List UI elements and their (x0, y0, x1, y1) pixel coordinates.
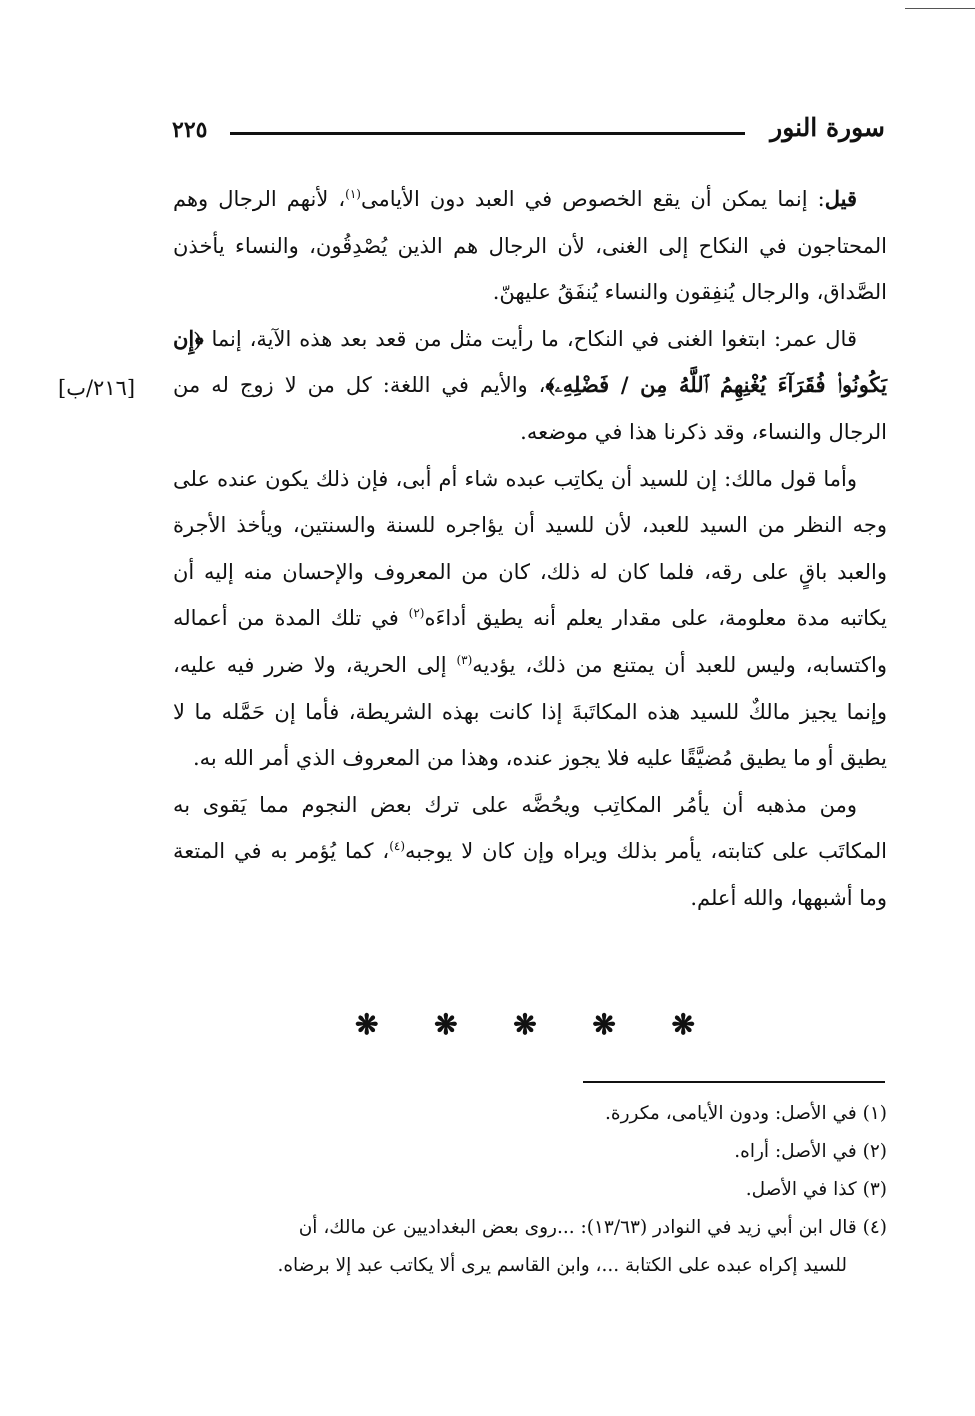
footnote-ref-2[interactable]: (٢) (408, 606, 425, 621)
footnote-ref-3[interactable]: (٣) (456, 652, 473, 667)
footnote-3: (٣) كذا في الأصل. (745, 1179, 887, 1200)
paragraph-text: : إنما يمكن أن يقع الخصوص في العبد دون الأيامى (360, 187, 825, 211)
paragraph-text: ومن مذهبه أن يأمُر المكاتِب ويحُضَّه على ترك بعض النجوم مما يَقوى به المكاتَب على كتابته، يأمر بذلك ويراه وإن كان لا يوجبه (173, 792, 888, 864)
paragraph-text: إلى الحرية، ولا ضرر فيه عليه، وإنما يجيز مالكٌ للسيد هذه المكاتَبةَ إذا كانت بهذه الشريطة، فأما إن حَمَّله ما لا يطيق أو ما يطيق مُضيَّقًا عليه فلا يجوز عنده، وهذا من المعروف الذي أمر الله به. (173, 652, 887, 771)
main-text (173, 176, 887, 922)
manuscript-folio-marker: [٢١٦/ب] (58, 376, 136, 400)
paragraph-4 (173, 782, 887, 922)
paragraph-text: ، والأيم في اللغة: كل من لا زوج له من الرجال والنساء، وقد ذكرنا هذا في موضعه. (173, 373, 887, 444)
paragraph-3 (173, 456, 887, 782)
paragraph-text: ، لأنهم الرجال وهم المحتاجون في النكاح إلى الغنى، لأن الرجال هم الذين يُصْدِقُون، والنساء يأخذن الصَّداق، والرجال يُنفِقون والنساء يُنفَقُ عليهنّ. (173, 187, 887, 305)
footnote-ref-4[interactable]: (٤) (389, 839, 406, 854)
footnote-4-continued: للسيد إكراه عبده على الكتابة ...، وابن القاسم يرى ألا يكاتب عبد إلا برضاه. (277, 1255, 847, 1276)
asterism-icon: ❋ (355, 1008, 379, 1041)
section-separator (355, 1008, 695, 1041)
footnote-4: (٤) قال ابن أبي زيد في النوادر (١٣/٦٣): ...روى بعض البغداديين عن مالك، أن (298, 1217, 887, 1238)
asterism-icon: ❋ (513, 1008, 537, 1041)
paragraph-text: وأما قول مالك: إن للسيد أن يكاتِب عبده شاء أم أبى، فإن ذلك يكون عنده على وجه النظر من السيد للعبد، لأن للسيد أن يؤاجره للسنة والسنتين، ويأخذ الأجرة والعبد باقٍ على رقه، فلما كان له ذلك، كان من المعروف والإحسان منه إليه أن يكاتبه مدة معلومة، على مقدار يعلم أنه يطيق أداءَه (173, 466, 887, 631)
running-header (172, 113, 885, 153)
footnote-divider (583, 1081, 885, 1083)
asterism-icon: ❋ (671, 1008, 695, 1041)
paragraph-text: في تلك المدة من أعماله واكتسابه، وليس للعبد أن يمتنع من ذلك، يؤديه (173, 606, 887, 677)
footnote-2: (٢) في الأصل: أراه. (734, 1141, 887, 1162)
header-rule (230, 132, 745, 135)
asterism-icon: ❋ (592, 1008, 616, 1041)
paragraph-text: قال عمر: ابتغوا الغنى في النكاح، ما رأيت مثل من قعد بعد هذه الآية، إنما (211, 326, 857, 351)
paragraph-2 (173, 316, 887, 456)
paragraph-lead-word: قيل (824, 186, 857, 211)
paragraph-1 (173, 176, 887, 316)
asterism-icon: ❋ (434, 1008, 458, 1041)
page-number: ٢٢٥ (172, 117, 208, 143)
paragraph-text: ، كما يُؤمر به في المتعة وما أشبهها، والله أعلم. (173, 839, 887, 910)
surah-title: سورة النور (770, 113, 885, 142)
quran-verse: ﴿إِن يَكُونُوا۟ فُقَرَآءَ يُغْنِهِمُ ٱللَّهُ مِن / فَضْلِهِۦ﴾ (173, 325, 887, 398)
footnote-1: (١) في الأصل: ودون الأيامى، مكررة. (605, 1103, 887, 1124)
footnote-ref-1[interactable]: (١) (345, 187, 361, 201)
footnotes (173, 1095, 887, 1285)
